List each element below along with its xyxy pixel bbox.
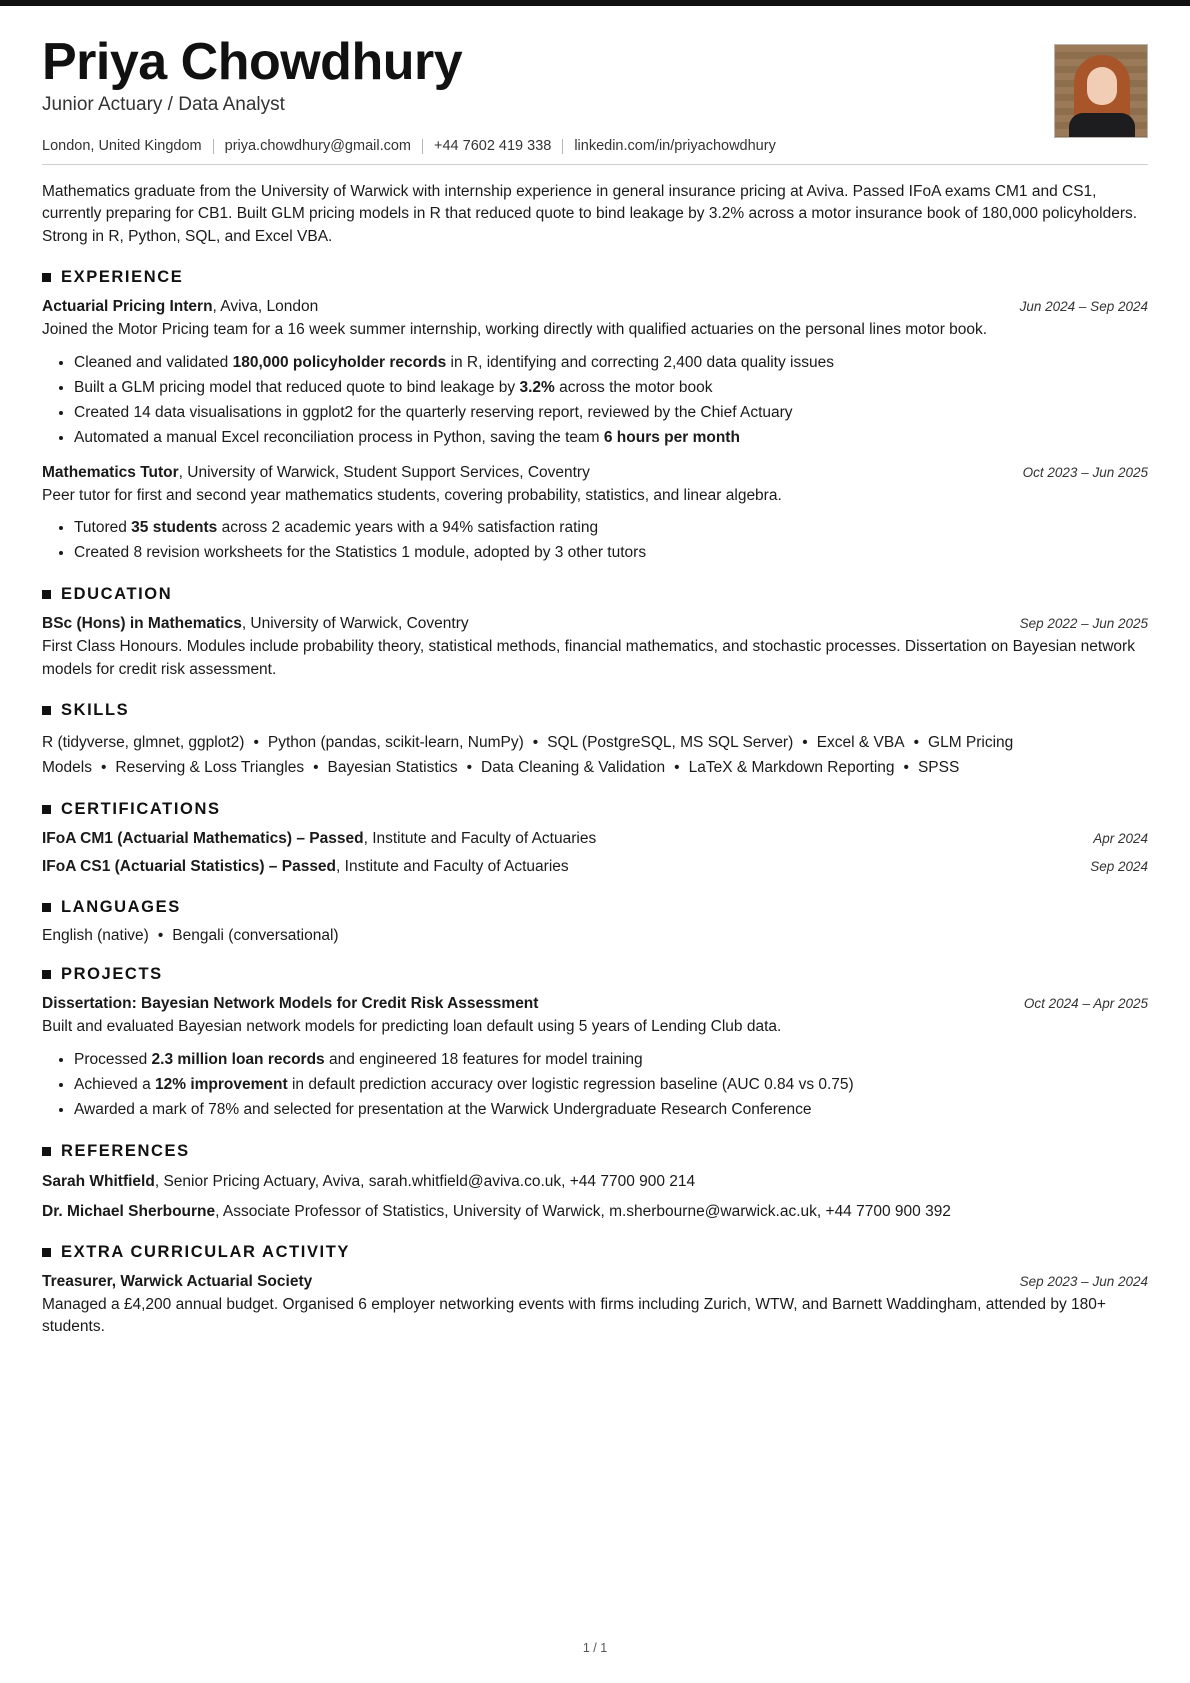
section-header [42, 898, 1148, 917]
language-item: English (native) [42, 927, 149, 945]
resume-header [42, 34, 1148, 138]
top-accent-bar [0, 0, 1190, 6]
skill-item: SQL (PostgreSQL, MS SQL Server) [547, 734, 794, 752]
section-title: EXPERIENCE [61, 268, 184, 287]
contact-divider [562, 139, 563, 154]
skill-item: Bayesian Statistics [327, 759, 458, 777]
square-bullet-icon [42, 590, 51, 599]
language-item: Bengali (conversational) [172, 927, 339, 945]
square-bullet-icon [42, 805, 51, 814]
list-item: • Cleaned and validated 180,000 policyholder records in R, identifying and correcting 2,400 data quality issues [74, 351, 1148, 375]
section-header [42, 701, 1148, 720]
list-item: • Tutored 35 students across 2 academic years with a 94% satisfaction rating [74, 516, 1148, 540]
section-education [42, 585, 1148, 681]
entry-role: Dissertation: Bayesian Network Models for Credit Risk Assessment [42, 995, 539, 1013]
section-title: REFERENCES [61, 1141, 190, 1160]
square-bullet-icon [42, 706, 51, 715]
languages-list [42, 927, 1148, 945]
contact-phone[interactable]: +44 7602 419 338 [434, 138, 552, 154]
section-header [42, 1142, 1148, 1161]
certification-issuer: , Institute and Faculty of Actuaries [363, 830, 597, 848]
section-header [42, 585, 1148, 604]
entry-role: BSc (Hons) in Mathematics [42, 615, 242, 633]
photo-face [1087, 67, 1117, 105]
certification-issuer: , Institute and Faculty of Actuaries [336, 858, 569, 876]
square-bullet-icon [42, 1147, 51, 1156]
section-languages [42, 898, 1148, 945]
skill-item: SPSS [917, 759, 960, 777]
project-entry-list [42, 994, 1148, 1121]
page-footer [0, 1641, 1190, 1655]
certification-row [42, 829, 1148, 850]
reference-list [42, 1171, 1148, 1223]
square-bullet-icon [42, 970, 51, 979]
certification-name: IFoA CS1 (Actuarial Statistics) – Passed [42, 858, 337, 876]
list-item: • Processed 2.3 million loan records and engineered 18 features for model training [74, 1048, 1148, 1072]
bullet-highlight: 3.2% [519, 378, 555, 396]
entry-header-row [42, 1272, 1148, 1293]
certification-row [42, 857, 1148, 878]
contact-divider [213, 139, 214, 154]
resume-entry [42, 463, 1148, 565]
bullet-highlight: 35 students [131, 519, 218, 537]
entry-description: Joined the Motor Pricing team for a 16 week summer internship, working directly with qualified actuaries on the personal lines motor book. [42, 321, 988, 339]
experience-entry-list [42, 297, 1148, 565]
entry-header-row [42, 463, 1148, 484]
bullet-highlight: 6 hours per month [603, 428, 740, 446]
square-bullet-icon [42, 273, 51, 282]
section-title: EDUCATION [61, 585, 173, 604]
resume-entry [42, 614, 1148, 681]
separator-dot-icon: • [913, 734, 920, 752]
section-experience [42, 268, 1148, 565]
skill-item: R (tidyverse, glmnet, ggplot2) [42, 734, 245, 752]
entry-date: Jun 2024 – Sep 2024 [1019, 299, 1148, 315]
reference-row [42, 1201, 1148, 1223]
page-indicator: 1 / 1 [582, 1641, 608, 1655]
header-text-block [42, 34, 462, 134]
entry-description: First Class Honours. Modules include probability theory, statistical methods, financial mathematics, and stochastic processes. Dissertation on Bayesian network models for credit risk assessment. [42, 638, 1135, 678]
section-title: PROJECTS [61, 965, 163, 984]
entry-title [42, 297, 318, 318]
entry-organisation: , University of Warwick, Coventry [241, 615, 469, 633]
entry-organisation: , University of Warwick, Student Support Services, Coventry [178, 463, 590, 481]
entry-role: Treasurer, Warwick Actuarial Society [42, 1273, 313, 1291]
section-extra-curricular [42, 1243, 1148, 1339]
section-references [42, 1142, 1148, 1223]
contact-divider [422, 139, 423, 154]
list-item: • Created 8 revision worksheets for the Statistics 1 module, adopted by 3 other tutors [74, 541, 1148, 565]
extra-entry-list [42, 1272, 1148, 1339]
separator-dot-icon: • [802, 734, 808, 752]
photo-body [1069, 113, 1135, 137]
reference-details: , Associate Professor of Statistics, University of Warwick, m.sherbourne@warwick.ac.uk, +44 7700 900 392 [215, 1203, 951, 1221]
education-entry-list [42, 614, 1148, 681]
entry-title [42, 994, 538, 1015]
list-item: • Awarded a mark of 78% and selected for presentation at the Warwick Undergraduate Research Conference [74, 1098, 1148, 1122]
entry-role: Mathematics Tutor [42, 463, 179, 481]
entry-organisation: , Aviva, London [212, 298, 319, 316]
contact-linkedin[interactable]: linkedin.com/in/priyachowdhury [574, 138, 776, 154]
square-bullet-icon [42, 1248, 51, 1257]
list-item: • Achieved a 12% improvement in default prediction accuracy over logistic regression baseline (AUC 0.84 vs 0.75) [74, 1073, 1148, 1097]
page-title: Priya Chowdhury [42, 33, 463, 91]
entry-bullet-list [42, 1048, 1148, 1122]
section-certifications [42, 800, 1148, 878]
list-item: • Built a GLM pricing model that reduced quote to bind leakage by 3.2% across the motor book [74, 376, 1148, 400]
separator-dot-icon: • [100, 759, 107, 777]
skill-item: LaTeX & Markdown Reporting [688, 759, 895, 777]
bullet-highlight: 180,000 policyholder records [232, 353, 447, 371]
entry-date: Oct 2024 – Apr 2025 [1023, 996, 1148, 1012]
section-projects [42, 965, 1148, 1121]
separator-dot-icon: • [466, 759, 473, 777]
reference-row [42, 1171, 1148, 1193]
reference-name: Sarah Whitfield [42, 1172, 155, 1190]
skill-item: Data Cleaning & Validation [481, 759, 666, 777]
reference-name: Dr. Michael Sherbourne [42, 1203, 216, 1221]
entry-title [42, 1272, 312, 1293]
section-header [42, 1243, 1148, 1262]
entry-date: Sep 2023 – Jun 2024 [1019, 1274, 1148, 1290]
certification-title [42, 829, 596, 850]
avatar [1054, 44, 1148, 138]
entry-title [42, 463, 590, 484]
certification-date: Sep 2024 [1090, 859, 1148, 875]
certification-date: Apr 2024 [1093, 831, 1148, 847]
square-bullet-icon [42, 903, 51, 912]
resume-entry [42, 1272, 1148, 1339]
entry-header-row [42, 994, 1148, 1015]
entry-bullet-list [42, 351, 1148, 450]
entry-date: Oct 2023 – Jun 2025 [1022, 464, 1148, 480]
contact-email[interactable]: priya.chowdhury@gmail.com [224, 138, 411, 154]
list-item: • Created 14 data visualisations in ggplot2 for the quarterly reserving report, reviewed by the Chief Actuary [74, 401, 1148, 425]
skill-item: Python (pandas, scikit-learn, NumPy) [267, 734, 524, 752]
entry-title [42, 614, 469, 635]
section-title: LANGUAGES [61, 898, 181, 917]
resume-entry [42, 297, 1148, 449]
separator-dot-icon: • [253, 734, 259, 752]
entry-role: Actuarial Pricing Intern [42, 298, 213, 316]
separator-dot-icon: • [903, 759, 909, 777]
bullet-highlight: 12% improvement [155, 1075, 288, 1093]
certification-list [42, 829, 1148, 878]
certification-name: IFoA CM1 (Actuarial Mathematics) – Passed [42, 830, 364, 848]
entry-description: Managed a £4,200 annual budget. Organised 6 employer networking events with firms including Zurich, WTW, and Barnett Waddingham, attended by 180+ students. [42, 1295, 1106, 1336]
contact-bar [42, 138, 1148, 165]
entry-description: Peer tutor for first and second year mathematics students, covering probability, statistics, and linear algebra. [42, 486, 782, 504]
skill-item: Excel & VBA [816, 734, 905, 752]
section-header [42, 800, 1148, 819]
section-title: EXTRA CURRICULAR ACTIVITY [61, 1243, 351, 1262]
separator-dot-icon: • [674, 759, 680, 777]
bullet-highlight: 2.3 million loan records [151, 1050, 325, 1068]
entry-header-row [42, 297, 1148, 318]
section-skills [42, 701, 1148, 780]
entry-header-row [42, 614, 1148, 635]
list-item: • Automated a manual Excel reconciliation process in Python, saving the team 6 hours per month [74, 426, 1148, 450]
entry-bullet-list [42, 516, 1148, 565]
skill-item: Reserving & Loss Triangles [115, 759, 305, 777]
profile-summary: Mathematics graduate from the University of Warwick with internship experience in general insurance pricing at Aviva. Passed IFoA exams CM1 and CS1, currently preparing for CB1. Built GLM pricing models in R that reduced quote to bind leakage by 3.2% across a motor insurance book of 180,000 policyholders. Strong in R, Python, SQL, and Excel VBA. [42, 183, 1138, 245]
reference-details: , Senior Pricing Actuary, Aviva, sarah.whitfield@aviva.co.uk, +44 7700 900 214 [154, 1172, 696, 1190]
resume-entry [42, 994, 1148, 1121]
section-title: CERTIFICATIONS [61, 800, 221, 819]
separator-dot-icon: • [313, 759, 319, 777]
skill-item: GLM Pricing Models [42, 734, 1014, 777]
section-title: SKILLS [61, 701, 130, 720]
separator-dot-icon: • [532, 734, 539, 752]
entry-description: Built and evaluated Bayesian network models for predicting loan default using 5 years of Lending Club data. [42, 1018, 782, 1036]
section-header [42, 965, 1148, 984]
job-title: Junior Actuary / Data Analyst [42, 94, 285, 116]
contact-location: London, United Kingdom [42, 138, 202, 154]
separator-dot-icon: • [157, 927, 164, 945]
skills-list [42, 730, 1148, 780]
section-header [42, 268, 1148, 287]
certification-title [42, 857, 569, 878]
entry-date: Sep 2022 – Jun 2025 [1019, 616, 1148, 632]
